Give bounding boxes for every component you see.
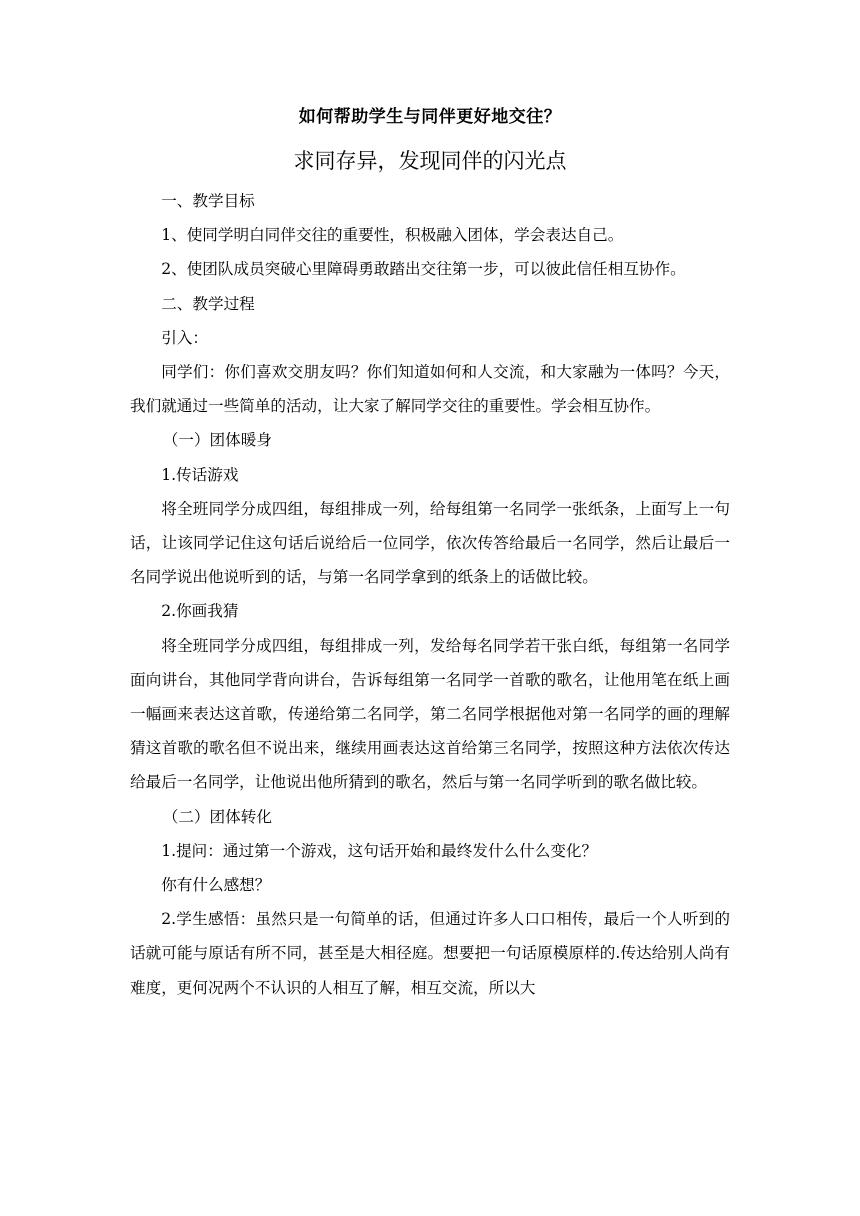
document-body [130, 184, 730, 1005]
question-followup: 你有什么感想？ [161, 876, 271, 895]
activity-paragraph-1: 将全班同学分成四组，每组排成一列，给每组第一名同学一张纸条，上面写上一句话，让该同学记住这句话后说给后一位同学，依次传答给最后一名同学，然后让最后一名同学说出他说听到的话，与第一名同学拿到的纸条上的话做比较。 [130, 499, 730, 587]
student-reflection: 2.学生感悟：虽然只是一句简单的话，但通过许多人口口相传，最后一个人听到的话就可能与原话有所不同，甚至是大相径庭。想要把一句话原模原样的.传达给别人尚有难度，更何况两个不认识的人相互了解，相互交流，所以大 [130, 910, 730, 997]
intro-paragraph: 同学们：你们喜欢交朋友吗？你们知道如何和人交流，和大家融为一体吗？今天，我们就通过一些简单的活动，让大家了解同学交往的重要性。学会相互协作。 [130, 363, 730, 416]
activity-paragraph-2: 将全班同学分成四组，每组排成一列，发给每名同学若干张白纸，每组第一名同学面向讲台，其他同学背向讲台，告诉每组第一名同学一首歌的歌名，让他用笔在纸上画一幅画来表达这首歌，传递给第二名同学，第二名同学根据他对第一名同学的画的理解猜这首歌的歌名但不说出来，继续用画表达这首给第三名同学，按照这种方法依次传达给最后一名同学，让他说出他所猜到的歌名，然后与第一名同学听到的歌名做比较。 [130, 636, 730, 792]
section-heading-goals: 一、教学目标 [161, 192, 255, 210]
subsection-heading-transform: （二）团体转化 [162, 807, 272, 826]
document-subtitle: 求同存异，发现同伴的闪光点 [293, 149, 567, 173]
question-item-1: 1.提问：通过第一个游戏，这句话开始和最终发什么什么变化？ [161, 841, 598, 860]
document-title: 如何帮助学生与同伴更好地交往？ [298, 107, 562, 127]
goal-item-1: 1、使同学明白同伴交往的重要性，积极融入团体，学会表达自己。 [161, 226, 624, 245]
section-heading-process: 二、教学过程 [161, 294, 255, 313]
activity-heading-2: 2.你画我猜 [161, 602, 239, 621]
activity-heading-1: 1.传话游戏 [161, 465, 239, 484]
intro-label: 引入： [161, 328, 208, 347]
subsection-heading-warmup: （一）团体暖身 [162, 431, 272, 450]
goal-item-2: 2、使团队成员突破心里障碍勇敢踏出交往第一步，可以彼此信任相互协作。 [161, 260, 686, 279]
